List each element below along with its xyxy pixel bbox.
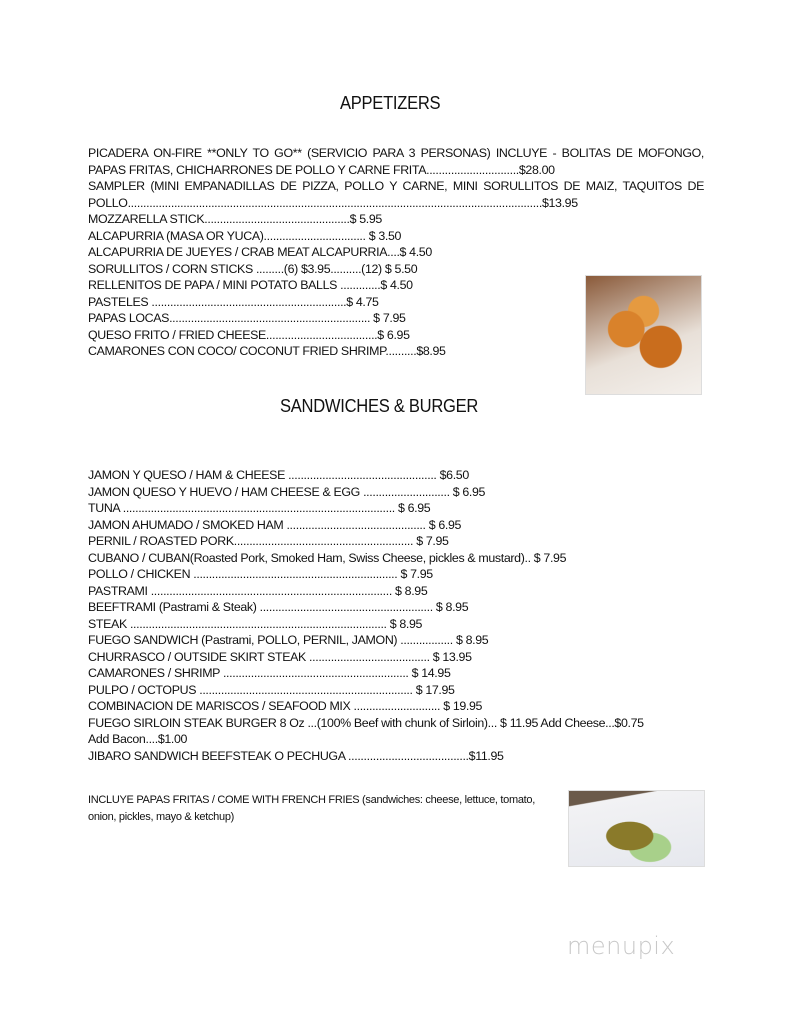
coconut-shrimp-photo xyxy=(585,275,702,395)
menu-item: SAMPLER (MINI EMPANADILLAS DE PIZZA, POLLO Y CARNE, MINI SORULLITOS DE MAIZ, TAQUITOS DE POLLO......................................................................................................................................$13.95 xyxy=(88,179,704,210)
menu-item: SORULLITOS / CORN STICKS .........(6) $3.95..........(12) $ 5.50 xyxy=(88,261,418,276)
menu-item: JAMON Y QUESO / HAM & CHEESE ................................................ $6.50 xyxy=(88,468,469,482)
menu-item: PAPAS LOCAS................................................................. $ 7.95 xyxy=(88,311,406,325)
sandwich-photo xyxy=(568,790,705,867)
menu-item: PULPO / OCTOPUS ..................................................................... $ 17.95 xyxy=(88,682,455,697)
menu-item: CHURRASCO / OUTSIDE SKIRT STEAK ....................................... $ 13.95 xyxy=(88,649,472,664)
menu-item: RELLENITOS DE PAPA / MINI POTATO BALLS .............$ 4.50 xyxy=(88,278,413,292)
menu-item: TUNA ........................................................................................ $ 6.95 xyxy=(88,501,431,515)
menu-item: JAMON QUESO Y HUEVO / HAM CHEESE & EGG ............................ $ 6.95 xyxy=(88,484,486,499)
menu-item: PICADERA ON-FIRE **ONLY TO GO** (SERVICIO PARA 3 PERSONAS) INCLUYE - BOLITAS DE MOFONGO, PAPAS FRITAS, CHICHARRONES DE POLLO Y CARNE FRITA..............................$28.00 xyxy=(88,146,704,177)
menu-item: CAMARONES CON COCO/ COCONUT FRIED SHRIMP..........$8.95 xyxy=(88,344,446,358)
menu-item: FUEGO SIRLOIN STEAK BURGER 8 Oz ...(100% Beef with chunk of Sirloin)... $ 11.95 Add Cheese...$0.75 xyxy=(88,715,644,730)
sandwiches-list xyxy=(88,467,644,764)
menu-item: JIBARO SANDWICH BEEFSTEAK O PECHUGA .......................................$11.95 xyxy=(88,748,504,763)
menu-item: PASTELES ...............................................................$ 4.75 xyxy=(88,294,379,309)
sandwiches-note: INCLUYE PAPAS FRITAS / COME WITH FRENCH FRIES (sandwiches: cheese, lettuce, tomato, onion, pickles, mayo & ketchup) xyxy=(88,794,535,823)
menu-item: ALCAPURRIA (MASA OR YUCA)................................. $ 3.50 xyxy=(88,228,402,243)
menu-item: CAMARONES / SHRIMP ............................................................ $ 14.95 xyxy=(88,666,451,680)
menu-item: CUBANO / CUBAN(Roasted Pork, Smoked Ham, Swiss Cheese, pickles & mustard).. $ 7.95 xyxy=(88,550,567,565)
menu-item: STEAK ................................................................................... $ 8.95 xyxy=(88,616,423,631)
appetizers-heading: APPETIZERS xyxy=(340,93,441,113)
watermark-logo: menupix xyxy=(567,932,676,960)
menu-item: Add Bacon....$1.00 xyxy=(88,732,188,746)
menu-item: ALCAPURRIA DE JUEYES / CRAB MEAT ALCAPURRIA....$ 4.50 xyxy=(88,245,432,259)
menu-item: BEEFTRAMI (Pastrami & Steak) ........................................................ $ 8.95 xyxy=(88,600,469,614)
menu-item: FUEGO SANDWICH (Pastrami, POLLO, PERNIL, JAMON) ................. $ 8.95 xyxy=(88,633,489,647)
menu-item: POLLO / CHICKEN .................................................................. $ 7.95 xyxy=(88,567,433,581)
sandwiches-heading: SANDWICHES & BURGER xyxy=(280,396,479,416)
menu-item: PASTRAMI .............................................................................. $ 8.95 xyxy=(88,583,428,598)
menu-item: COMBINACION DE MARISCOS / SEAFOOD MIX ............................ $ 19.95 xyxy=(88,699,483,713)
menu-item: QUESO FRITO / FRIED CHEESE....................................$ 6.95 xyxy=(88,327,410,342)
menu-item: JAMON AHUMADO / SMOKED HAM ............................................. $ 6.95 xyxy=(88,517,462,532)
menu-item: PERNIL / ROASTED PORK.......................................................... $ 7.95 xyxy=(88,534,449,548)
menu-item: MOZZARELLA STICK...............................................$ 5.95 xyxy=(88,212,382,226)
